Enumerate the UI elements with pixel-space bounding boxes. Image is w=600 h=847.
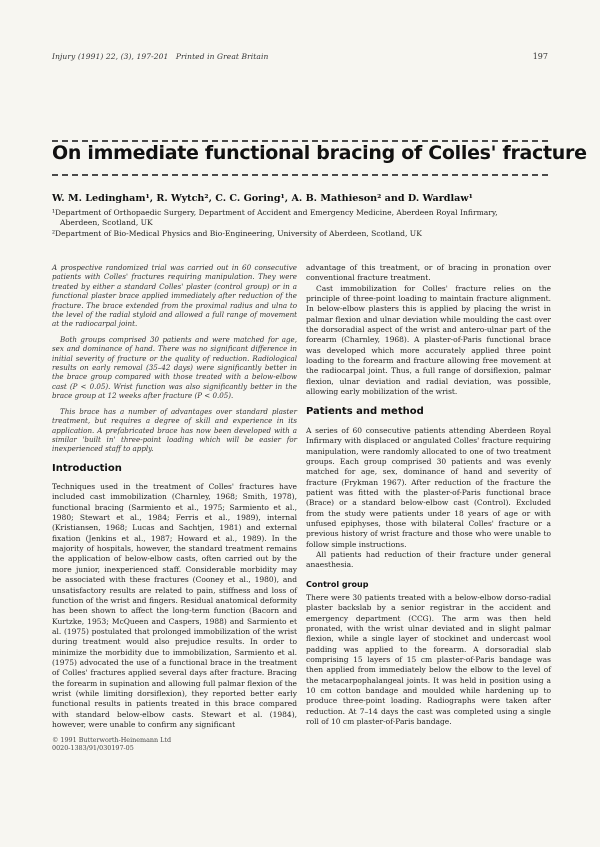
abstract-paragraph: This brace has a number of advantages over standard plaster treatment, but requires a degree of skill and experience in its application. A prefabricated brace has now been developed with a similar 'built in' three-point loading which will be easier for inexperienced staff to apply. <box>52 406 297 454</box>
abstract-paragraph: Both groups comprised 30 patients and were matched for age, sex and dominance of hand. There was no significant difference in initial severity of fracture or the quality of reduction. Radiological results on early removal (35–42 days) were significantly better in the brace group compared with those treated with a below-elbow cast (P < 0.05). Wrist function was also significantly better in the brace group at 12 weeks after fracture (P < 0.05). <box>52 334 297 401</box>
article-title: On immediate functional bracing of Colles' fracture <box>52 142 587 164</box>
affiliation-line: ²Department of Bio-Medical Physics and Bio-Engineering, University of Aberdeen, Scotland, UK <box>52 228 422 238</box>
body-paragraph: There were 30 patients treated with a below-elbow dorso-radial plaster backslab by a senior registrar in the accident and emergency department (CCG). The arm was then held pronated, with the wrist ulnar deviated and in slight palmar flexion, while a single layer of stockinet and undercast wool padding was applied to the forearm. A dorsoradial slab comprising 15 layers of 15 cm plaster-of-Paris bandage was then applied from immediately below the elbow to the level of the metacarpophalangeal joints. It was held in position using a 10 cm cotton bandage and moulded while hardening up to produce three-point loading. Radiographs were taken after reduction. At 7–14 days the cast was completed using a single roll of 10 cm plaster-of-Paris bandage. <box>306 592 551 727</box>
introduction-heading: Introduction <box>52 462 122 474</box>
body-paragraph: All patients had reduction of their fracture under general anaesthesia. <box>306 549 551 570</box>
affiliation-line: Aberdeen, Scotland, UK <box>60 218 153 228</box>
affiliation-line: ¹Department of Orthopaedic Surgery, Department of Accident and Emergency Medicine, Aberdeen Royal Infirmary, <box>52 208 498 217</box>
body-paragraph: Cast immobilization for Colles' fracture relies on the principle of three-point loading to maintain fracture alignment. In below-elbow plasters this is applied by placing the wrist in palmar flexion and ulnar deviation while moulding the cast over the dorsoradial aspect of the wrist and antero-ulnar part of the forearm (Charnley, 1968). A plaster-of-Paris functional brace was developed which more accurately applied three point loading to the forearm and fracture allowing free movement at the radiocarpal joint. Thus, a full range of dorsiflexion, palmar flexion, ulnar deviation and radial deviation, was possible, allowing early mobilization of the wrist. <box>306 283 551 397</box>
abstract-paragraph: A prospective randomized trial was carried out in 60 consecutive patients with Colles' fractures requiring manipulation. They were treated by either a standard Colles' plaster (control group) or in a functional plaster brace applied immediately after reduction of the fracture. The brace extended from the proximal radius and ulna to the level of the radial styloid and allowed a full range of movement at the radiocarpal joint. <box>52 263 297 329</box>
introduction-paragraph: Techniques used in the treatment of Colles' fractures have included cast immobilization (Charnley, 1968; Smith, 1978), functional bracing (Sarmiento et al., 1975; Sarmiento et al., 1980; Stewart et al., 1984; Ferris et al., 1989), internal (Kristiansen, 1968; Lucas and Sachtjen, 1981) and external fixation (Jenkins et al., 1987; Howard et al., 1989). In the majority of hospitals, however, the standard treatment remains the application of below-elbow casts, often carried out by the more junior, inexperienced staff. Considerable morbidity may be associated with these fractures (Cooney et al., 1980), and unsatisfactory results are related to pain, stiffness and loss of function of the wrist and fingers. Residual anatomical deformity has been shown to affect the long-term function (Bacorn and Kurtzke, 1953; McQueen and Caspers, 1988) and Sarmiento et al. (1975) postulated that prolonged immobilization of the wrist during treatment would also prejudice results. In order to minimize the morbidity due to immobilization, Sarmiento et al. (1975) advocated the use of a functional brace in the treatment of Colles' fractures applied several days after fracture. Bracing the forearm in supination and allowing full palmar flexion of the wrist (while limiting dorsiflexion), they reported better early functional results in patients treated in this brace compared with standard below-elbow casts. Stewart et al. (1984), however, were unable to confirm any significant <box>52 482 297 729</box>
patients-method-heading: Patients and method <box>306 406 424 418</box>
author-list: W. M. Ledingham¹, R. Wytch², C. C. Goring¹, A. B. Mathieson² and D. Wardlaw¹ <box>52 193 473 204</box>
control-group-heading: Control group <box>306 579 369 589</box>
left-column <box>52 263 297 752</box>
title-rule-bottom <box>52 174 548 176</box>
issn-line: 0020-1383/91/030197-05 <box>52 744 134 753</box>
right-column <box>306 263 551 727</box>
affiliations <box>52 208 552 239</box>
body-paragraph: A series of 60 consecutive patients attending Aberdeen Royal Infirmary with displaced or angulated Colles' fracture requiring manipulation, were randomly allocated to one of two treatment groups. Each group comprised 30 patients and was evenly matched for age, sex, dominance of hand and severity of fracture (Frykman 1967). After reduction of the fracture the patient was fitted with the plaster-of-Paris functional brace (Brace) or a standard below-elbow cast (Control). Excluded from the study were patients under 18 years of age or with unfused epiphyses, those with bilateral Colles' fracture or a previous history of wrist fracture and those who were unable to follow simple instructions. <box>306 425 551 549</box>
copyright-line: © 1991 Butterworth-Heinemann Ltd <box>52 736 172 745</box>
body-paragraph: advantage of this treatment, or of bracing in pronation over conventional fracture treatment. <box>306 263 551 283</box>
printed-note: Printed in Great Britain <box>175 52 269 61</box>
abstract <box>52 263 297 454</box>
page-number: 197 <box>532 52 548 61</box>
copyright-footer <box>52 736 297 752</box>
journal-citation: Injury (1991) 22, (3), 197-201 Printed in Great Britain <box>52 52 269 61</box>
